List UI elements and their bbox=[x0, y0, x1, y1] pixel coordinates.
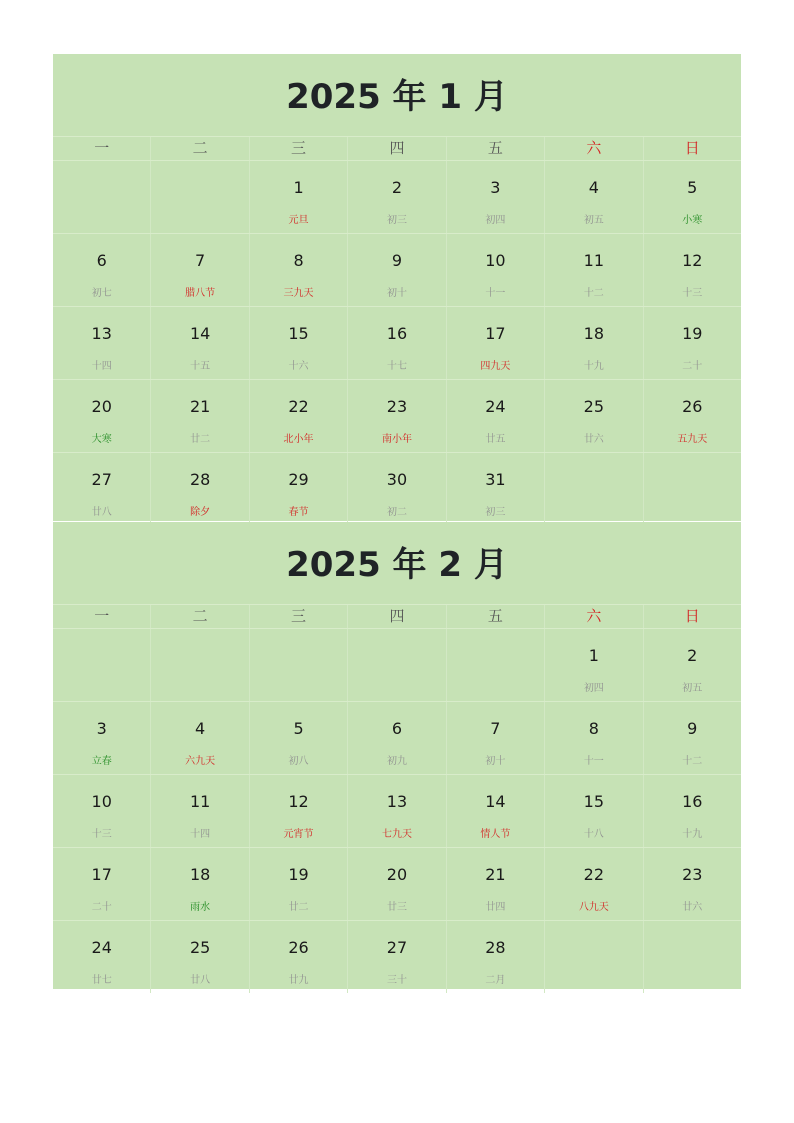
lunar-label: 十二 bbox=[682, 756, 703, 767]
lunar-label: 廿四 bbox=[485, 902, 506, 913]
day-number: 26 bbox=[682, 397, 703, 416]
day-cell[interactable] bbox=[150, 775, 248, 847]
day-number: 24 bbox=[485, 397, 506, 416]
lunar-label: 南小年 bbox=[381, 434, 412, 445]
day-cell[interactable] bbox=[643, 161, 741, 233]
lunar-label: 初四 bbox=[583, 683, 604, 694]
lunar-label: 十七 bbox=[386, 361, 407, 372]
day-cell[interactable] bbox=[53, 848, 150, 920]
weekday-header bbox=[53, 604, 741, 629]
day-number: 14 bbox=[485, 792, 506, 811]
day-cell[interactable] bbox=[249, 848, 347, 920]
day-cell[interactable] bbox=[53, 702, 150, 774]
lunar-label: 七九天 bbox=[381, 829, 412, 840]
weekday-label: 日 bbox=[643, 137, 741, 160]
day-number: 8 bbox=[293, 251, 304, 270]
lunar-label: 廿三 bbox=[386, 902, 407, 913]
lunar-label: 二月 bbox=[485, 975, 506, 986]
weekday-label: 一 bbox=[94, 607, 110, 625]
day-number: 2 bbox=[687, 646, 698, 665]
day-number: 1 bbox=[588, 646, 599, 665]
day-number: 8 bbox=[588, 719, 599, 738]
day-number: 11 bbox=[583, 251, 604, 270]
day-cell[interactable] bbox=[544, 234, 642, 306]
weekday-header bbox=[53, 136, 741, 161]
day-cell[interactable] bbox=[347, 775, 445, 847]
day-cell[interactable] bbox=[446, 848, 544, 920]
weekday-label: 一 bbox=[94, 139, 110, 157]
day-cell[interactable] bbox=[53, 453, 150, 525]
calendar-grid bbox=[53, 629, 741, 993]
day-number: 22 bbox=[288, 397, 309, 416]
lunar-label: 廿二 bbox=[288, 902, 309, 913]
day-cell[interactable] bbox=[249, 775, 347, 847]
week-row bbox=[53, 920, 741, 993]
day-number: 25 bbox=[583, 397, 604, 416]
lunar-label: 三九天 bbox=[283, 288, 314, 299]
day-cell[interactable] bbox=[446, 702, 544, 774]
weekday-label: 二 bbox=[150, 137, 248, 160]
day-number: 30 bbox=[386, 470, 408, 489]
weekday-label: 三 bbox=[249, 137, 347, 160]
day-number: 28 bbox=[485, 938, 506, 957]
day-cell[interactable] bbox=[249, 921, 347, 993]
lunar-label: 北小年 bbox=[283, 434, 314, 445]
week-row bbox=[53, 701, 741, 774]
lunar-label: 初四 bbox=[485, 215, 506, 226]
lunar-label: 八九天 bbox=[578, 902, 609, 913]
lunar-label: 五九天 bbox=[677, 434, 708, 445]
day-number: 13 bbox=[386, 792, 408, 811]
day-cell[interactable] bbox=[446, 453, 544, 525]
lunar-label: 初三 bbox=[485, 507, 506, 518]
day-number: 15 bbox=[288, 324, 309, 343]
day-cell[interactable] bbox=[347, 161, 445, 233]
lunar-label: 除夕 bbox=[190, 507, 211, 518]
week-row bbox=[53, 774, 741, 847]
lunar-label: 十九 bbox=[682, 829, 703, 840]
lunar-label: 廿六 bbox=[583, 434, 604, 445]
lunar-label: 腊八节 bbox=[185, 288, 216, 299]
lunar-label: 十八 bbox=[583, 829, 604, 840]
day-number: 25 bbox=[189, 938, 211, 957]
lunar-label: 初五 bbox=[682, 683, 703, 694]
week-row bbox=[53, 847, 741, 920]
day-cell[interactable] bbox=[446, 307, 544, 379]
day-number: 22 bbox=[583, 865, 604, 884]
day-cell[interactable] bbox=[544, 307, 642, 379]
day-cell[interactable] bbox=[53, 921, 150, 993]
day-number: 27 bbox=[386, 938, 408, 957]
weekday-label: 日 bbox=[643, 605, 741, 628]
day-cell[interactable] bbox=[446, 234, 544, 306]
day-cell[interactable] bbox=[150, 921, 248, 993]
day-cell[interactable] bbox=[249, 380, 347, 452]
lunar-label: 四九天 bbox=[480, 361, 511, 372]
empty-cell bbox=[53, 161, 150, 233]
day-cell[interactable] bbox=[643, 307, 741, 379]
lunar-label: 十三 bbox=[91, 829, 112, 840]
day-number: 4 bbox=[588, 178, 599, 197]
empty-cell bbox=[150, 629, 248, 701]
day-number: 19 bbox=[288, 865, 309, 884]
day-number: 3 bbox=[96, 719, 107, 738]
day-cell[interactable] bbox=[249, 234, 347, 306]
lunar-label: 十三 bbox=[682, 288, 703, 299]
empty-cell bbox=[249, 629, 347, 701]
day-cell[interactable] bbox=[53, 234, 150, 306]
lunar-label: 廿二 bbox=[190, 434, 211, 445]
weekday-label: 六 bbox=[544, 137, 642, 160]
day-number: 9 bbox=[391, 251, 403, 270]
day-number: 10 bbox=[485, 251, 506, 270]
day-cell[interactable] bbox=[544, 161, 642, 233]
lunar-label: 初十 bbox=[485, 756, 506, 767]
day-cell[interactable] bbox=[150, 234, 248, 306]
week-row bbox=[53, 452, 741, 525]
day-cell[interactable] bbox=[347, 702, 445, 774]
week-row bbox=[53, 629, 741, 701]
day-number: 29 bbox=[288, 470, 309, 489]
day-cell[interactable] bbox=[544, 702, 642, 774]
day-cell[interactable] bbox=[249, 307, 347, 379]
day-cell[interactable] bbox=[347, 848, 445, 920]
lunar-label: 情人节 bbox=[480, 829, 511, 840]
day-number: 21 bbox=[485, 865, 506, 884]
day-cell[interactable] bbox=[643, 702, 741, 774]
month-february bbox=[53, 522, 741, 989]
week-row bbox=[53, 379, 741, 452]
day-cell[interactable] bbox=[544, 380, 642, 452]
day-cell[interactable] bbox=[643, 234, 741, 306]
week-row bbox=[53, 306, 741, 379]
lunar-label: 廿六 bbox=[682, 902, 703, 913]
lunar-label: 廿八 bbox=[190, 975, 211, 986]
day-number: 3 bbox=[490, 178, 501, 197]
lunar-label: 十一 bbox=[485, 288, 506, 299]
day-number: 11 bbox=[189, 792, 211, 811]
day-cell[interactable] bbox=[347, 380, 445, 452]
lunar-label: 初五 bbox=[583, 215, 604, 226]
day-cell[interactable] bbox=[446, 380, 544, 452]
month-title: 2025 年 2 月 bbox=[286, 545, 508, 585]
day-number: 17 bbox=[91, 865, 112, 884]
day-number: 24 bbox=[91, 938, 112, 957]
week-row bbox=[53, 161, 741, 233]
day-cell[interactable] bbox=[249, 161, 347, 233]
day-number: 27 bbox=[91, 470, 112, 489]
day-number: 4 bbox=[195, 719, 206, 738]
day-number: 19 bbox=[682, 324, 703, 343]
lunar-label: 廿五 bbox=[485, 434, 506, 445]
day-number: 21 bbox=[189, 397, 211, 416]
weekday-label: 二 bbox=[150, 605, 248, 628]
day-cell[interactable] bbox=[446, 161, 544, 233]
day-number: 12 bbox=[288, 792, 309, 811]
lunar-label: 十五 bbox=[190, 361, 211, 372]
lunar-label: 初二 bbox=[386, 507, 407, 518]
empty-cell bbox=[643, 453, 741, 525]
lunar-label: 初三 bbox=[386, 215, 407, 226]
day-cell[interactable] bbox=[150, 380, 248, 452]
weekday-label: 四 bbox=[347, 605, 445, 628]
lunar-label: 小寒 bbox=[682, 215, 703, 226]
lunar-label: 二十 bbox=[682, 361, 703, 372]
day-cell[interactable] bbox=[53, 775, 150, 847]
lunar-label: 春节 bbox=[288, 507, 309, 518]
day-number: 2 bbox=[391, 178, 403, 197]
lunar-label: 初九 bbox=[386, 756, 407, 767]
lunar-label: 立春 bbox=[91, 756, 112, 767]
weekday-label: 三 bbox=[249, 605, 347, 628]
lunar-label: 雨水 bbox=[190, 902, 211, 913]
day-number: 7 bbox=[195, 251, 206, 270]
day-cell[interactable] bbox=[446, 921, 544, 993]
day-number: 16 bbox=[386, 324, 408, 343]
day-number: 20 bbox=[386, 865, 408, 884]
lunar-label: 元宵节 bbox=[283, 829, 314, 840]
day-cell[interactable] bbox=[150, 702, 248, 774]
month-january bbox=[53, 54, 741, 521]
day-cell[interactable] bbox=[643, 380, 741, 452]
day-cell[interactable] bbox=[347, 453, 445, 525]
weekday-label: 六 bbox=[544, 605, 642, 628]
day-cell[interactable] bbox=[643, 848, 741, 920]
lunar-label: 十四 bbox=[91, 361, 112, 372]
day-number: 31 bbox=[485, 470, 506, 489]
day-number: 23 bbox=[682, 865, 703, 884]
week-row bbox=[53, 233, 741, 306]
lunar-label: 初七 bbox=[91, 288, 112, 299]
lunar-label: 初十 bbox=[386, 288, 407, 299]
day-cell[interactable] bbox=[643, 629, 741, 701]
day-number: 9 bbox=[687, 719, 698, 738]
weekday-label: 五 bbox=[446, 137, 544, 160]
day-number: 18 bbox=[189, 865, 211, 884]
empty-cell bbox=[643, 921, 741, 993]
day-number: 10 bbox=[91, 792, 112, 811]
lunar-label: 廿八 bbox=[91, 507, 112, 518]
day-cell[interactable] bbox=[446, 775, 544, 847]
day-number: 15 bbox=[583, 792, 604, 811]
day-number: 5 bbox=[687, 178, 698, 197]
lunar-label: 十六 bbox=[288, 361, 309, 372]
day-number: 1 bbox=[293, 178, 304, 197]
empty-cell bbox=[53, 629, 150, 701]
calendar-grid bbox=[53, 161, 741, 525]
empty-cell bbox=[544, 921, 642, 993]
day-cell[interactable] bbox=[150, 848, 248, 920]
day-cell[interactable] bbox=[53, 307, 150, 379]
day-number: 6 bbox=[96, 251, 107, 270]
day-cell[interactable] bbox=[150, 453, 248, 525]
day-number: 17 bbox=[485, 324, 506, 343]
lunar-label: 十四 bbox=[190, 829, 211, 840]
weekday-label: 五 bbox=[446, 605, 544, 628]
day-number: 5 bbox=[293, 719, 304, 738]
day-cell[interactable] bbox=[643, 775, 741, 847]
day-number: 28 bbox=[189, 470, 211, 489]
day-number: 13 bbox=[91, 324, 112, 343]
empty-cell bbox=[150, 161, 248, 233]
empty-cell bbox=[446, 629, 544, 701]
day-cell[interactable] bbox=[347, 234, 445, 306]
lunar-label: 初八 bbox=[288, 756, 309, 767]
day-cell[interactable] bbox=[150, 307, 248, 379]
day-number: 23 bbox=[386, 397, 408, 416]
day-cell[interactable] bbox=[544, 629, 642, 701]
lunar-label: 十二 bbox=[583, 288, 604, 299]
lunar-label: 廿九 bbox=[288, 975, 309, 986]
day-number: 26 bbox=[288, 938, 309, 957]
day-number: 12 bbox=[682, 251, 703, 270]
day-cell[interactable] bbox=[249, 453, 347, 525]
lunar-label: 十九 bbox=[583, 361, 604, 372]
day-number: 14 bbox=[189, 324, 211, 343]
day-cell[interactable] bbox=[544, 848, 642, 920]
lunar-label: 六九天 bbox=[185, 756, 216, 767]
lunar-label: 元旦 bbox=[288, 215, 309, 226]
day-number: 16 bbox=[682, 792, 703, 811]
lunar-label: 廿七 bbox=[91, 975, 112, 986]
lunar-label: 十一 bbox=[583, 756, 604, 767]
day-number: 6 bbox=[391, 719, 403, 738]
weekday-label: 四 bbox=[347, 137, 445, 160]
empty-cell bbox=[347, 629, 445, 701]
empty-cell bbox=[544, 453, 642, 525]
day-number: 18 bbox=[583, 324, 604, 343]
day-number: 20 bbox=[91, 397, 112, 416]
day-cell[interactable] bbox=[347, 921, 445, 993]
month-title: 2025 年 1 月 bbox=[286, 77, 508, 117]
day-cell[interactable] bbox=[53, 380, 150, 452]
day-cell[interactable] bbox=[544, 775, 642, 847]
lunar-label: 大寒 bbox=[91, 434, 112, 445]
day-cell[interactable] bbox=[347, 307, 445, 379]
lunar-label: 二十 bbox=[91, 902, 112, 913]
lunar-label: 三十 bbox=[386, 975, 407, 986]
day-number: 7 bbox=[490, 719, 501, 738]
day-cell[interactable] bbox=[249, 702, 347, 774]
